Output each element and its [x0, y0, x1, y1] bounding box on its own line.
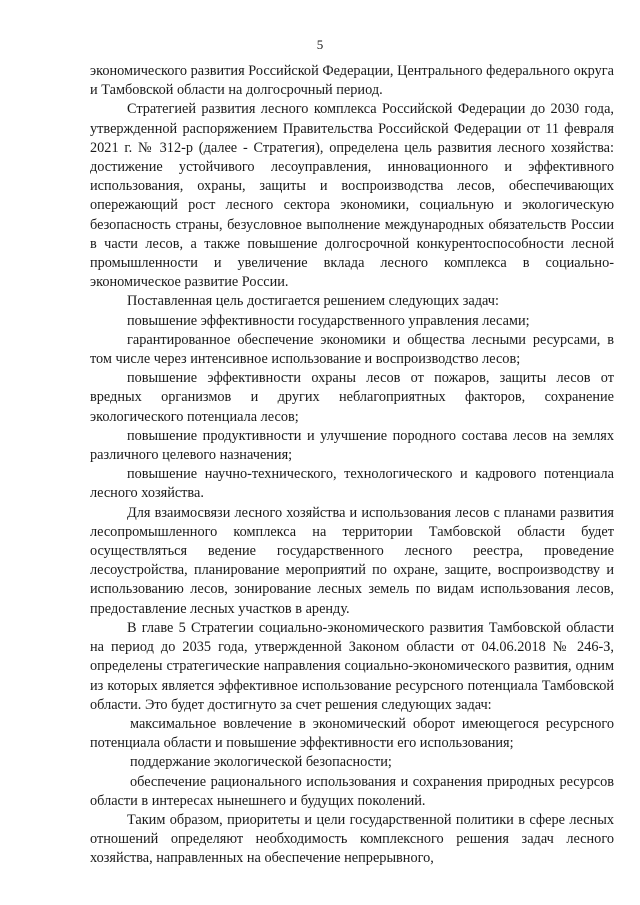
list-item-task-5: повышение научно-технического, технологического и кадрового потенциала лесного хозяйства. [90, 466, 614, 502]
paragraph-forest-registry: Для взаимосвязи лесного хозяйства и использования лесов с планами развития лесопромышленного комплекса на территории Тамбовской области будет осуществляться ведение государственного лесного реестра, проведение лесоустройства, планирование мероприятий по охране, защите, воспроизводству и использованию лесов, зонирование лесных земель по видам использования лесов, предоставление лесных участков в аренду. [90, 504, 614, 617]
list-item-regional-task-3: обеспечение рационального использования и сохранения природных ресурсов области в интересах нынешнего и будущих поколений. [90, 773, 614, 809]
page-number: 5 [316, 37, 324, 52]
paragraph-3: Поставленная цель достигается решением следующих задач: [127, 293, 499, 310]
paragraph-strategy-chapter-5: В главе 5 Стратегии социально-экономического развития Тамбовской области на период до 2035 года, утвержденной Законом области от 04.06.2018 № 246-З, определены стратегические направления социально-экономического развития, одним из которых является эффективное использование ресурсного потенциала Тамбовской области. Это будет достигнуто за счет решения следующих задач: [90, 619, 614, 713]
document-body [90, 62, 614, 869]
list-item-task-3: повышение эффективности охраны лесов от пожаров, защиты лесов от вредных организмов и других неблагоприятных факторов, сохранение экологического потенциала лесов; [90, 370, 614, 425]
paragraph-1: экономического развития Российской Федерации, Центрального федерального округа и Тамбовской области на долгосрочный период. [90, 63, 614, 99]
list-item-task-1: повышение эффективности государственного управления лесами; [127, 312, 530, 329]
list-item-task-4: повышение продуктивности и улучшение породного состава лесов на землях различного целевого назначения; [90, 427, 614, 464]
list-item-regional-task-1: максимальное вовлечение в экономический оборот имеющегося ресурсного потенциала области и повышение эффективности его использования; [90, 715, 614, 752]
list-item-task-2: гарантированное обеспечение экономики и общества лесными ресурсами, в том числе через интенсивное использование и воспроизводство лесов; [90, 331, 614, 368]
paragraph-2: Стратегией развития лесного комплекса Российской Федерации до 2030 года, утвержденной распоряжением Правительства Российской Федерации от 11 февраля 2021 г. № 312-р (далее - Стратегия), определена цель развития лесного хозяйства: достижение устойчивого лесоуправления, инновационного и эффективного использования, охраны, защиты и воспроизводства лесов, обеспечивающих опережающий рост лесного сектора экономики, социальную и экологическую безопасность страны, безусловное выполнение международных обязательств России в части лесов, а также повышение долгосрочной конкурентоспособности лесной промышленности и увеличение вклада лесного комплекса в социально-экономическое развитие России. [90, 101, 614, 291]
list-item-regional-task-2: поддержание экологической безопасности; [130, 754, 392, 771]
paragraph-conclusion: Таким образом, приоритеты и цели государственной политики в сфере лесных отношений определяют необходимость комплексного решения задач лесного хозяйства, направленных на обеспечение непрерывного, [90, 811, 614, 867]
